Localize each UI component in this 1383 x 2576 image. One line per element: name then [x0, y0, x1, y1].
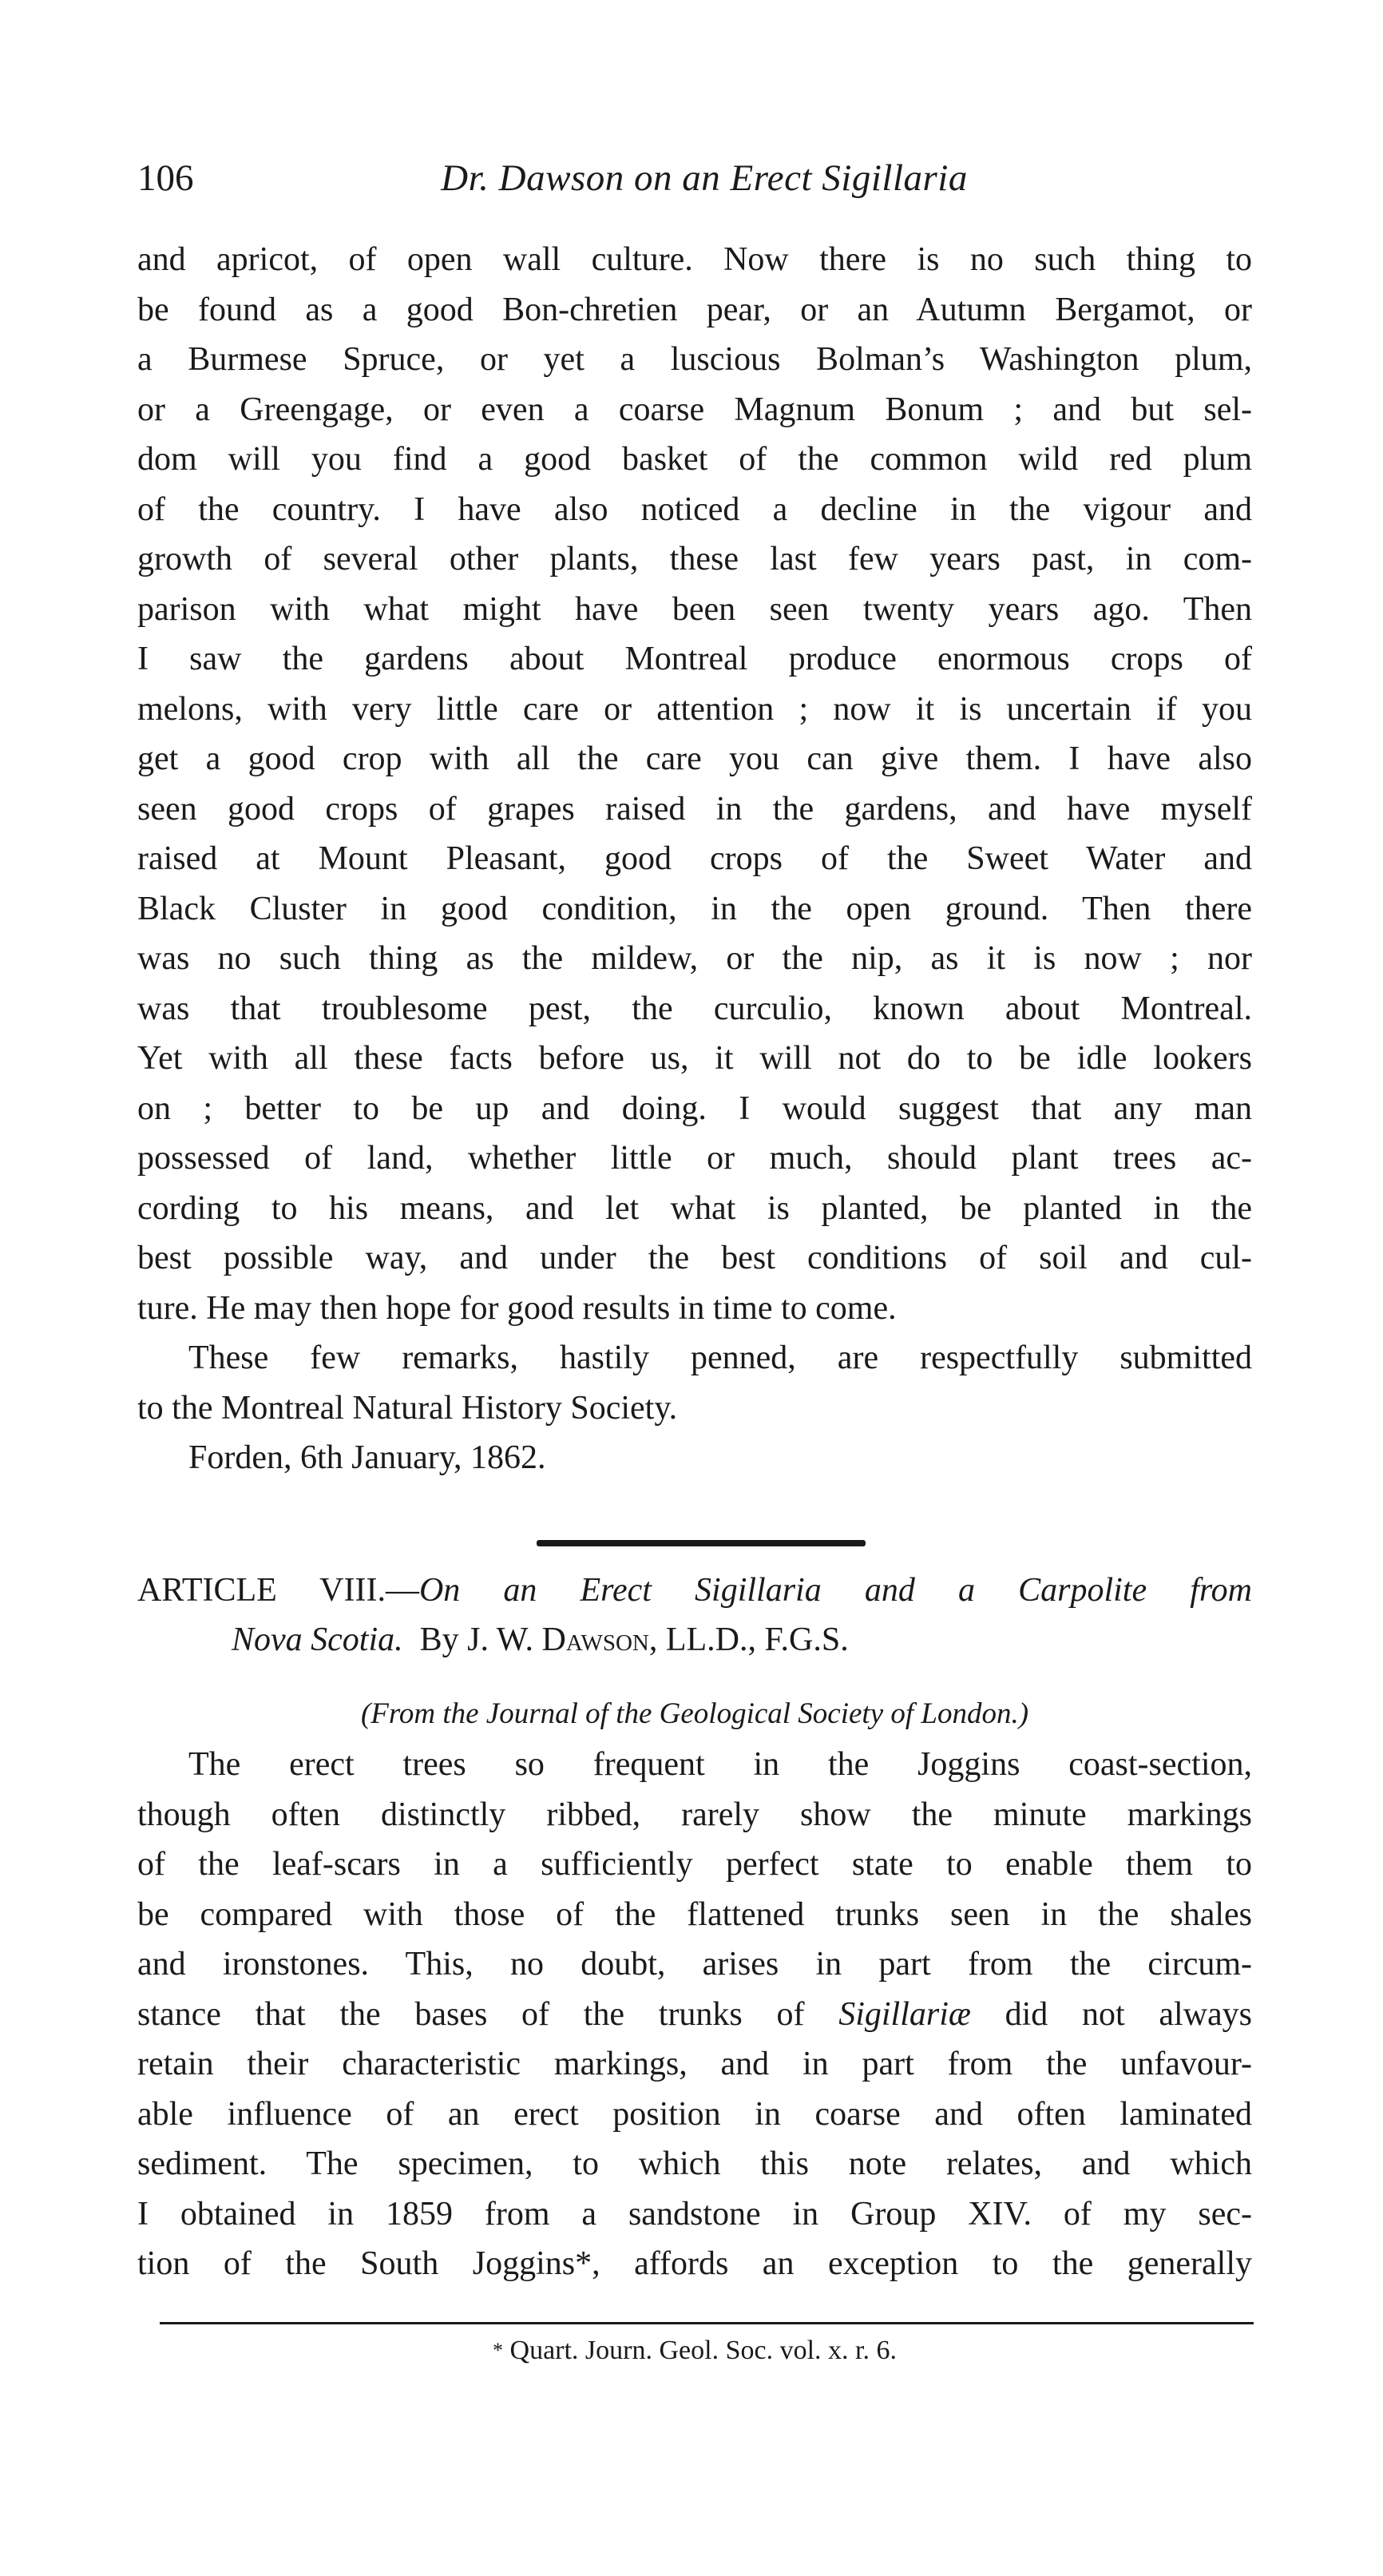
text-line: tion of the South Joggins*, affords an exception to the generally — [137, 2245, 1252, 2282]
text-line: I obtained in 1859 from a sandstone in Group XIV. of my sec- — [137, 2195, 1252, 2233]
article-heading — [137, 1566, 1252, 1665]
text-span: stance that the bases of the trunks of — [137, 1995, 839, 2033]
article-title-continued: Nova Scotia. — [232, 1621, 403, 1658]
text-line: Black Cluster in good condition, in the open ground. Then there — [137, 890, 1252, 927]
text-line: able influence of an erect position in coarse and often laminated — [137, 2095, 1252, 2133]
text-line: and apricot, of open wall culture. Now there is no such thing to — [137, 241, 1252, 278]
text-line: ture. He may then hope for good results in time to come. — [137, 1289, 897, 1327]
footnote — [137, 2331, 1252, 2371]
text-span: did not always — [970, 1995, 1253, 2033]
article-credentials: , LL.D., F.G.S. — [648, 1621, 849, 1658]
running-title: Dr. Dawson on an Erect Sigillaria — [441, 157, 968, 199]
text-line: cording to his means, and let what is planted, be planted in the — [137, 1189, 1252, 1227]
text-line: sediment. The specimen, to which this note relates, and which — [137, 2145, 1252, 2182]
footnote-rule — [160, 2322, 1254, 2324]
article-label: ARTICLE VIII.— — [137, 1572, 419, 1609]
text-line: be found as a good Bon-chretien pear, or an Autumn Bergamot, or — [137, 291, 1252, 328]
text-line: raised at Mount Pleasant, good crops of the Sweet Water and — [137, 840, 1252, 877]
dateline: Forden, 6th January, 1862. — [188, 1439, 546, 1476]
text-line: be compared with those of the flattened trunks seen in the shales — [137, 1895, 1252, 1933]
taxon-name: Sigillariæ — [838, 1995, 971, 2033]
text-line: on ; better to be up and doing. I would suggest that any man — [137, 1090, 1252, 1127]
text-line: The erect trees so frequent in the Joggins coast-section, — [188, 1746, 1252, 1783]
article-author: Dawson — [541, 1621, 649, 1658]
text-line: seen good crops of grapes raised in the gardens, and have myself — [137, 790, 1252, 828]
text-line: of the leaf-scars in a sufficiently perfect state to enable them to — [137, 1846, 1252, 1883]
text-line: was no such thing as the mildew, or the nip, as it is now ; nor — [137, 940, 1252, 977]
text-line: best possible way, and under the best conditions of soil and cul- — [137, 1240, 1252, 1276]
text-line: and ironstones. This, no doubt, arises in part from the circum- — [137, 1946, 1252, 1983]
running-head — [137, 150, 1271, 206]
text-line: to the Montreal Natural History Society. — [137, 1389, 678, 1427]
text-line: These few remarks, hastily penned, are respectfully submitted — [188, 1340, 1252, 1376]
text-line: melons, with very little care or attention ; now it is uncertain if you — [137, 690, 1252, 728]
article-title: On an Erect Sigillaria and a Carpolite from — [418, 1572, 1252, 1609]
footnote-marker: * — [493, 2339, 504, 2362]
paragraph-horticulture — [137, 235, 1252, 1483]
text-line: growth of several other plants, these last few years past, in com- — [137, 541, 1252, 578]
text-line: Yet with all these facts before us, it will not do to be idle lookers — [137, 1040, 1252, 1077]
text-line: a Burmese Spruce, or yet a luscious Bolman’s Washington plum, — [137, 341, 1252, 378]
paragraph-sigillaria — [137, 1740, 1252, 2289]
text-line: parison with what might have been seen twenty years ago. Then — [137, 590, 1252, 628]
text-line: I saw the gardens about Montreal produce enormous crops of — [137, 641, 1252, 677]
article-title-line — [137, 1566, 1252, 1615]
text-line: retain their characteristic markings, and in part from the unfavour- — [137, 2046, 1252, 2082]
text-line: dom will you find a good basket of the common wild red plum — [137, 441, 1252, 478]
text-line — [137, 1990, 1252, 2040]
text-line: was that troublesome pest, the curculio, known about Montreal. — [137, 990, 1252, 1027]
text-line: get a good crop with all the care you can give them. I have also — [137, 740, 1252, 777]
article-byline: By J. W. — [419, 1621, 534, 1658]
text-line: possessed of land, whether little or much, should plant trees ac- — [137, 1140, 1252, 1177]
text-line: or a Greengage, or even a coarse Magnum Bonum ; and but sel- — [137, 391, 1252, 428]
text-line: though often distinctly ribbed, rarely show the minute markings — [137, 1796, 1252, 1833]
article-title-line — [137, 1615, 1252, 1665]
page-number: 106 — [137, 157, 194, 199]
section-divider — [537, 1540, 866, 1546]
article-source: (From the Journal of the Geological Society of London.) — [360, 1697, 1029, 1730]
text-line: of the country. I have also noticed a decline in the vigour and — [137, 490, 1252, 528]
footnote-text: Quart. Journ. Geol. Soc. vol. x. r. 6. — [503, 2336, 897, 2365]
